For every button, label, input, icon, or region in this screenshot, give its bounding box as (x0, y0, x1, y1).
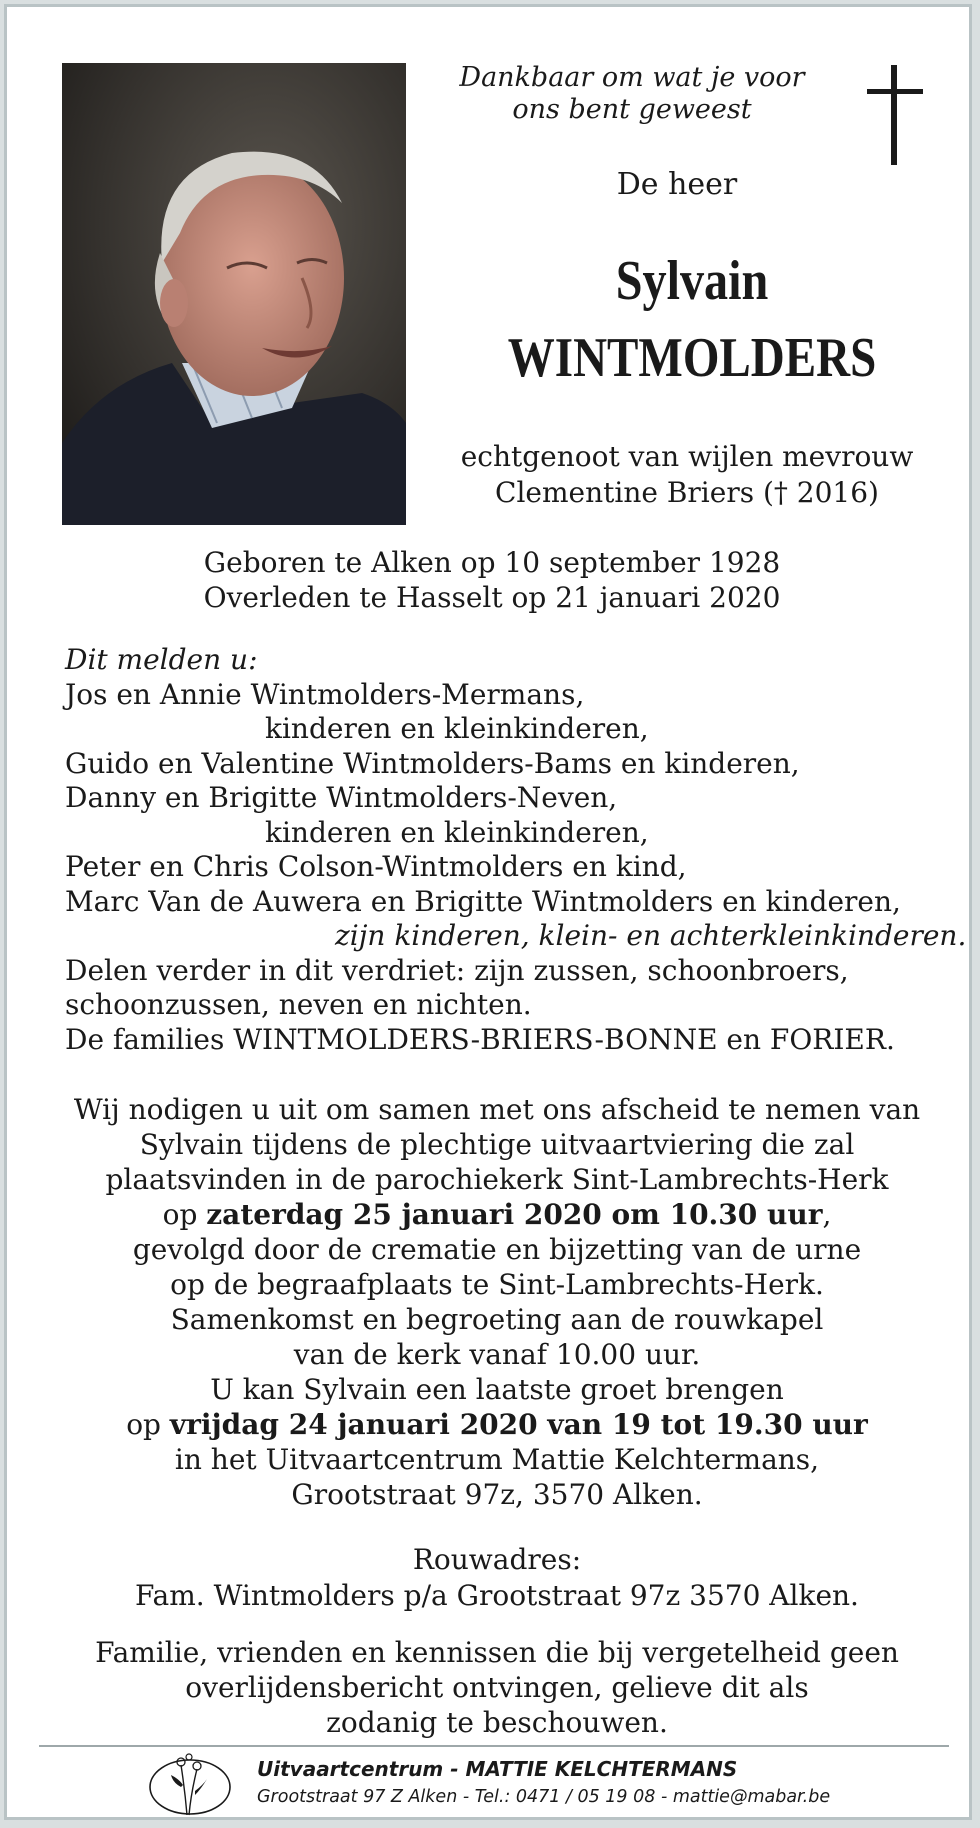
invitation-line: van de kerk vanaf 10.00 uur. (293, 1338, 701, 1371)
deceased-last-name: WINTMOLDERS (507, 327, 877, 389)
invitation-line: in het Uitvaartcentrum Mattie Kelchtermans, (174, 1443, 820, 1476)
family-line: Jos en Annie Wintmolders-Mermans, (65, 677, 585, 711)
honorific: De heer (616, 167, 738, 202)
funeral-home-contact: Grootstraat 97 Z Alken - Tel.: 0471 / 05 19 08 - mattie@mabar.be (257, 1787, 831, 1807)
birth-line: Geboren te Alken op 10 september 1928 (203, 546, 781, 579)
spouse-line: echtgenoot van wijlen mevrouw (460, 440, 914, 473)
family-line: kinderen en kleinkinderen, (265, 712, 649, 745)
deceased-first-name: Sylvain (615, 250, 769, 312)
family-announcement (65, 643, 967, 1057)
invitation-line: Sylvain tijdens de plechtige uitvaartviering die zal (139, 1128, 855, 1161)
invitation-line (47, 1407, 947, 1442)
invitation-line: Grootstraat 97z, 3570 Alken. (291, 1478, 703, 1511)
invitation-line: gevolgd door de crematie en bijzetting van de urne (132, 1233, 862, 1266)
family-line: Delen verder in dit verdriet: zijn zussen, schoonbroers, (65, 953, 849, 987)
visitation-datetime: vrijdag 24 januari 2020 van 19 tot 19.30 uur (169, 1408, 868, 1441)
invitation-line (47, 1197, 947, 1232)
family-line: Marc Van de Auwera en Brigitte Wintmolders en kinderen, (65, 884, 901, 918)
motto-line: ons bent geweest (512, 94, 752, 125)
life-dates (167, 545, 817, 615)
address-label: Rouwadres: (412, 1543, 582, 1576)
closing-line: zodanig te beschouwen. (326, 1706, 668, 1739)
closing-note (47, 1635, 947, 1740)
invitation-text: op (162, 1198, 207, 1231)
invitation-text: op (126, 1408, 170, 1441)
mourning-address (47, 1542, 947, 1614)
invitation-line: op de begraafplaats te Sint-Lambrechts-Herk. (170, 1268, 824, 1301)
latin-cross-icon (865, 65, 925, 165)
footer-divider (39, 1745, 949, 1747)
family-line: Guido en Valentine Wintmolders-Bams en kinderen, (65, 746, 800, 780)
closing-line: overlijdensbericht ontvingen, gelieve dit als (185, 1671, 809, 1704)
announcement-intro: Dit melden u: (65, 643, 258, 676)
invitation-line: Samenkomst en begroeting aan de rouwkapel (170, 1303, 824, 1336)
closing-line: Familie, vrienden en kennissen die bij vergetelheid geen (95, 1636, 899, 1669)
address-value: Fam. Wintmolders p/a Grootstraat 97z 3570 Alken. (135, 1579, 859, 1612)
family-line: Danny en Brigitte Wintmolders-Neven, (65, 781, 618, 814)
portrait-photo (62, 63, 406, 525)
flower-oval-logo-icon (145, 1751, 235, 1819)
invitation-line: Wij nodigen u uit om samen met ons afscheid te nemen van (73, 1093, 921, 1126)
family-line: schoonzussen, neven en nichten. (65, 988, 532, 1021)
invitation-line: U kan Sylvain een laatste groet brengen (210, 1373, 784, 1406)
funeral-home-name: Uitvaartcentrum - MATTIE KELCHTERMANS (257, 1757, 738, 1781)
spouse-info (427, 439, 947, 511)
invitation-text: , (822, 1198, 832, 1231)
obituary-card (4, 4, 972, 1820)
family-line: kinderen en kleinkinderen, (265, 815, 649, 849)
family-line: Peter en Chris Colson-Wintmolders en kind, (65, 850, 687, 883)
invitation-line: plaatsvinden in de parochiekerk Sint-Lambrechts-Herk (105, 1163, 889, 1196)
motto-line: Dankbaar om wat je voor (459, 62, 805, 93)
family-line: zijn kinderen, klein- en achterkleinkinderen. (335, 919, 967, 952)
funeral-invitation (47, 1092, 947, 1512)
funeral-datetime: zaterdag 25 januari 2020 om 10.30 uur (206, 1198, 823, 1231)
spouse-line: Clementine Briers († 2016) (495, 476, 879, 509)
motto (447, 62, 817, 126)
death-line: Overleden te Hasselt op 21 januari 2020 (203, 581, 781, 614)
family-line: De families WINTMOLDERS-BRIERS-BONNE en FORIER. (65, 1022, 895, 1056)
